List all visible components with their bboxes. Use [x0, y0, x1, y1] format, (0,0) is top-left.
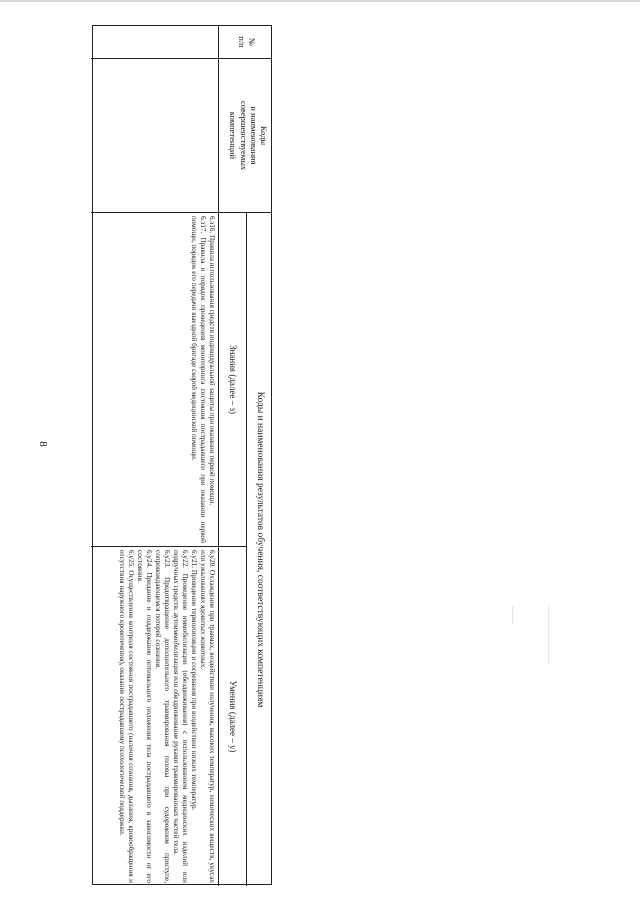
header-codes: Коды и наименования совершенствуемых компетенций	[228, 100, 269, 171]
knowledge-item: 6.з17. Правила и порядок проведения мониторинга состояния пострадавшего при оказании первой помощи, порядок его передачи выездной бригаде скорой медицинской помощи.	[190, 216, 207, 543]
page-number: 8	[36, 441, 49, 447]
col-divider-3	[91, 546, 247, 547]
competency-table	[92, 25, 272, 885]
scan-top-edge	[0, 0, 640, 2]
scan-artifact-line	[548, 604, 549, 664]
header-knowledge: Знания (далее – з)	[228, 344, 238, 415]
header-group-results: Коды и наименования результатов обучения, соответствующих компетенциям	[255, 391, 265, 708]
header-skills: Умения (далее – у)	[228, 680, 238, 753]
skill-item: 6.у25. Осуществление контроля состояния пострадавшего (наличия сознания, дыхания, кровообращения и отсутствия наружного кровотечения), оказание пострадавшему психологической поддержки.	[118, 550, 135, 883]
rotated-table-page	[92, 25, 272, 885]
skill-item: 6.у21. Проведение термоизоляции и согревания при воздействии низких температур.	[190, 550, 198, 811]
skill-item: 6.у20. Охлаждение при травмах, воздействии излучения, высоких температур, химических веществ, укусах или ужаливаниях ядовитых животных.	[199, 550, 216, 883]
skill-item: 6.у23. Предотвращение дополнительного травмирования головы при судорожном приступе, сопровождающемся потерей сознания.	[154, 550, 171, 883]
skill-item: 6.у24. Придание и поддержание оптимального положения тела пострадавшего в зависимости от его состояния.	[136, 550, 153, 883]
scan-artifact-line-2	[512, 606, 513, 624]
knowledge-item: 6.з16. Правила использования средств индивидуальной защиты при оказании первой помощи.	[208, 216, 216, 506]
col-divider-2	[91, 212, 271, 213]
header-body-divider	[218, 26, 219, 886]
skills-cell	[117, 550, 216, 883]
group-header-divider	[246, 212, 247, 886]
skill-item: 6.у22. Проведение иммобилизации (обездвиживания) с использованием медицинских изделий или подручных средств; аутоиммобилизация или обездвиживание руками травмированных частей тела.	[172, 550, 189, 883]
header-number: № п/п	[236, 36, 257, 48]
knowledge-cell	[189, 216, 216, 543]
